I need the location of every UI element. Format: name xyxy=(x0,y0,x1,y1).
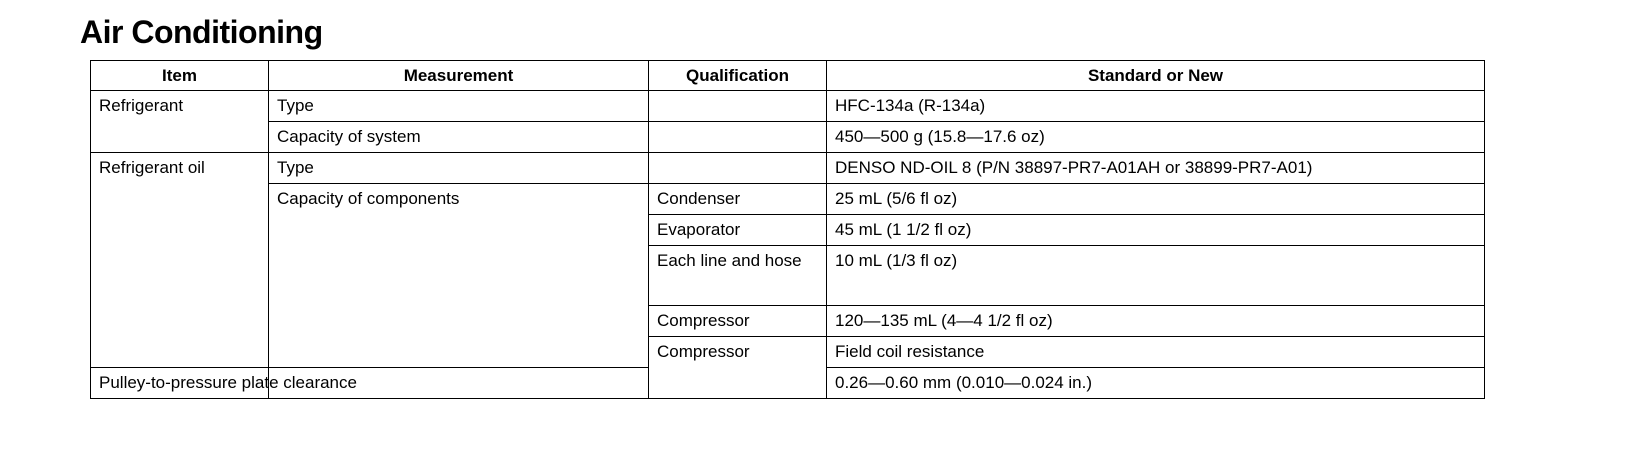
measurement-cell: Capacity of components xyxy=(269,184,649,368)
item-refrigerant: Refrigerant xyxy=(91,91,269,153)
standard-cell: DENSO ND-OIL 8 (P/N 38897-PR7-A01AH or 38899-PR7-A01) xyxy=(827,153,1485,184)
qualification-cell xyxy=(649,153,827,184)
item-refrigerant-oil: Refrigerant oil xyxy=(91,153,269,368)
measurement-cell: Type xyxy=(269,91,649,122)
qualification-cell: Condenser xyxy=(649,184,827,215)
page-title: Air Conditioning xyxy=(80,14,323,50)
qualification-cell xyxy=(649,91,827,122)
header-qualification: Qualification xyxy=(649,61,827,91)
standard-cell: 10 mL (1/3 fl oz) xyxy=(827,246,1485,306)
measurement-cell: Type xyxy=(269,153,649,184)
qualification-cell xyxy=(649,122,827,153)
measurement-cell: Field coil resistance xyxy=(827,337,1485,368)
measurement-cell: Capacity of system xyxy=(269,122,649,153)
specifications-table xyxy=(90,60,1485,399)
measurement-cell: Pulley-to-pressure plate clearance xyxy=(91,368,269,399)
standard-cell: 0.26—0.60 mm (0.010—0.024 in.) xyxy=(827,368,1485,399)
header-row xyxy=(91,61,1485,91)
qualification-cell: Evaporator xyxy=(649,215,827,246)
header-measurement: Measurement xyxy=(269,61,649,91)
table-row xyxy=(91,184,1485,215)
standard-cell: HFC-134a (R-134a) xyxy=(827,91,1485,122)
header-item: Item xyxy=(91,61,269,91)
table-row xyxy=(91,122,1485,153)
item-compressor: Compressor xyxy=(649,337,827,399)
standard-cell: 120—135 mL (4—4 1/2 fl oz) xyxy=(827,306,1485,337)
standard-cell: 45 mL (1 1/2 fl oz) xyxy=(827,215,1485,246)
standard-cell: 450—500 g (15.8—17.6 oz) xyxy=(827,122,1485,153)
qualification-cell: Compressor xyxy=(649,306,827,337)
qualification-cell: Each line and hose xyxy=(649,246,827,306)
header-standard: Standard or New xyxy=(827,61,1485,91)
table-row xyxy=(91,153,1485,184)
table-row xyxy=(91,91,1485,122)
standard-cell: 25 mL (5/6 fl oz) xyxy=(827,184,1485,215)
